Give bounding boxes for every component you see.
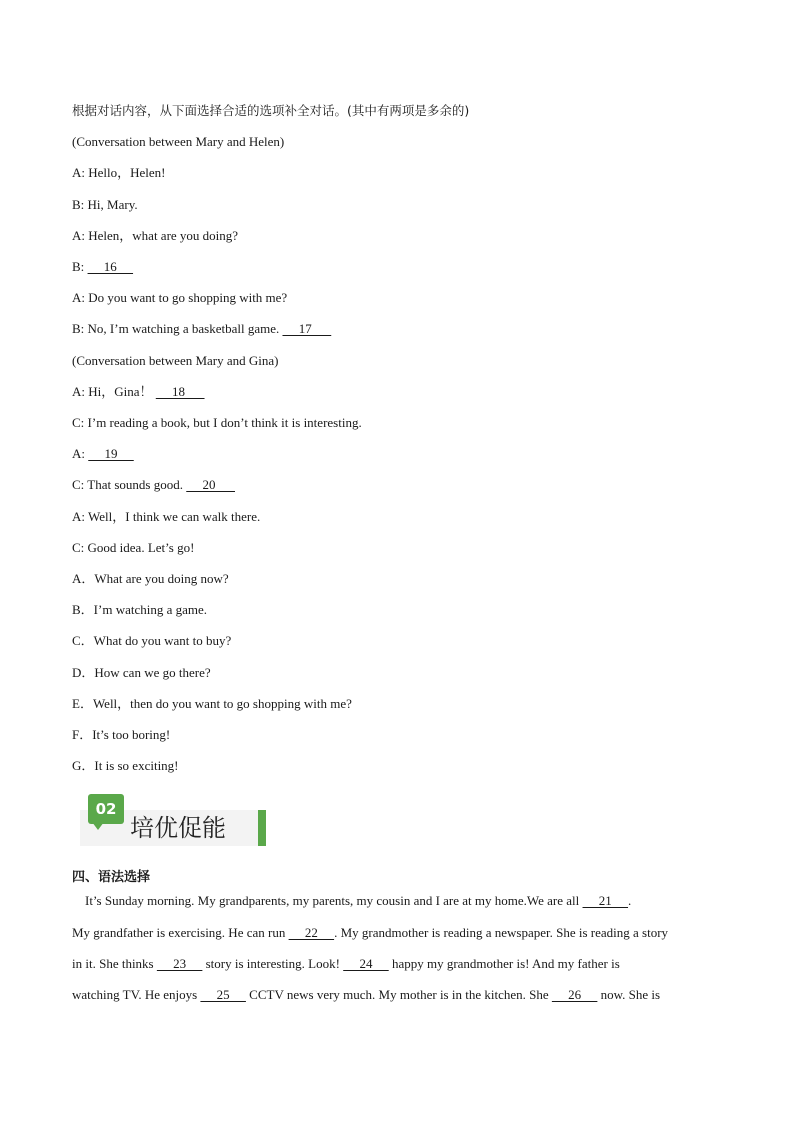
passage-text: happy my grandmother is! And my father is [388, 956, 620, 971]
section-banner [80, 792, 266, 846]
passage-line-4 [72, 987, 722, 1003]
dialog-line-6 [72, 321, 331, 337]
banner-accent [258, 810, 266, 846]
passage-text: watching TV. He enjoys [72, 987, 201, 1002]
passage-line-1 [72, 893, 722, 909]
option-b: B．I’m watching a game. [72, 602, 208, 617]
passage-line-3 [72, 956, 722, 972]
dialog-line-c1: (Conversation between Mary and Helen) [72, 134, 285, 149]
answer-blank-24[interactable]: 24 [343, 956, 389, 971]
dialog-line-prefix: A: Hi，Gina！ [72, 384, 156, 399]
option-a: A．What are you doing now? [72, 571, 229, 586]
banner-number-tag: 02 [88, 794, 124, 824]
answer-blank-16[interactable]: 16 [87, 259, 134, 274]
answer-blank-18[interactable]: 18 [155, 384, 205, 399]
section-title: 四、语法选择 [72, 870, 151, 885]
dialog-line-10 [72, 477, 235, 493]
dialog-line-9 [72, 446, 134, 462]
dialog-line-11: A: Well，I think we can walk there. [72, 509, 261, 524]
dialog-line-1: A: Hello，Helen! [72, 165, 166, 180]
dialog-line-5: A: Do you want to go shopping with me? [72, 290, 288, 305]
answer-blank-20[interactable]: 20 [186, 477, 235, 492]
passage-text: It’s Sunday morning. My grandparents, my parents, my cousin and I are at my home.We are all [72, 893, 583, 908]
dialog-line-7 [72, 384, 205, 400]
answer-blank-17[interactable]: 17 [282, 321, 332, 336]
dialog-line-2: B: Hi, Mary. [72, 197, 138, 212]
passage-text: in it. She thinks [72, 956, 157, 971]
dialog-line-c2: (Conversation between Mary and Gina) [72, 353, 279, 368]
dialog-line-prefix: B: No, I’m watching a basketball game. [72, 321, 283, 336]
passage-text: . [628, 893, 632, 908]
answer-blank-22[interactable]: 22 [288, 925, 335, 940]
option-d: D．How can we go there? [72, 665, 211, 680]
option-e: E．Well，then do you want to go shopping with me? [72, 696, 352, 711]
speech-tail-icon [92, 822, 104, 830]
answer-blank-25[interactable]: 25 [200, 987, 246, 1002]
instruction: 根据对话内容，从下面选择合适的选项补全对话。(其中有两项是多余的) [72, 103, 470, 118]
answer-blank-23[interactable]: 23 [156, 956, 203, 971]
passage-text: . My grandmother is reading a newspaper. She is reading a story [334, 925, 669, 940]
dialog-line-4 [72, 259, 133, 275]
dialog-line-prefix: C: That sounds good. [72, 477, 187, 492]
answer-blank-19[interactable]: 19 [88, 446, 134, 461]
dialog-line-12: C: Good idea. Let’s go! [72, 540, 195, 555]
answer-blank-21[interactable]: 21 [582, 893, 629, 908]
dialog-line-prefix: B: [72, 259, 88, 274]
option-c: C．What do you want to buy? [72, 633, 232, 648]
option-g: G．It is so exciting! [72, 758, 179, 773]
passage-line-2 [72, 925, 722, 941]
banner-title: 培优促能 [130, 814, 226, 842]
passage-text: now. She is [597, 987, 661, 1002]
dialog-line-3: A: Helen，what are you doing? [72, 228, 239, 243]
passage-text: story is interesting. Look! [202, 956, 344, 971]
answer-blank-26[interactable]: 26 [551, 987, 598, 1002]
passage-text: My grandfather is exercising. He can run [72, 925, 289, 940]
dialog-line-8: C: I’m reading a book, but I don’t think it is interesting. [72, 415, 362, 430]
passage-text: CCTV news very much. My mother is in the kitchen. She [245, 987, 552, 1002]
dialog-line-prefix: A: [72, 446, 89, 461]
option-f: F．It’s too boring! [72, 727, 171, 742]
